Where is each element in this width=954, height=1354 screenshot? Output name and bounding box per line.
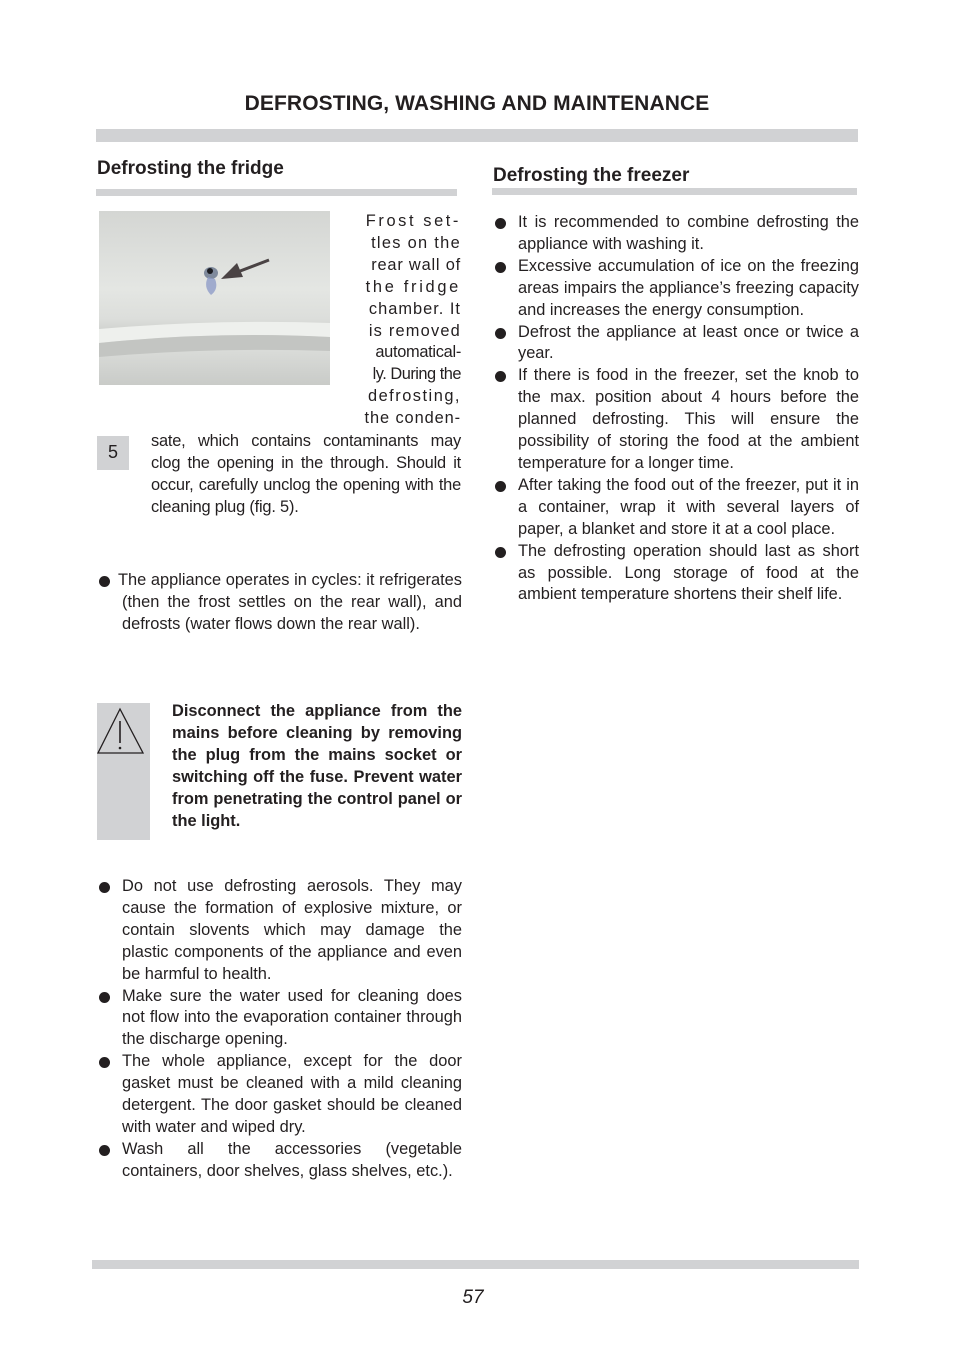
bullet-dot-icon — [99, 576, 110, 587]
freezer-bullet-list — [492, 212, 859, 606]
bullet-text: Make sure the water used for cleaning does not flow into the evaporation container through the discharge opening. — [122, 986, 462, 1049]
bullet-dot-icon — [495, 262, 506, 273]
section-rule-fridge — [96, 189, 457, 196]
bullet-dot-icon — [495, 481, 506, 492]
bullet-text: The appliance operates in cycles: it refrigerates (then the frost settles on the rear wall), and defrosts (water flows down the rear wall). — [118, 571, 462, 633]
wrap-line: defrosting, — [367, 387, 461, 406]
wrap-line: the fridge — [365, 277, 461, 296]
bullet-text: Wash all the accessories (vegetable containers, door shelves, glass shelves, etc.). — [122, 1139, 462, 1180]
figure-wrap-text — [355, 211, 461, 430]
condensate-paragraph: sate, which contains contaminants may clog the opening in the through. Should it occur, carefully unclog the opening with the cleaning plug (fig. 5). — [151, 432, 461, 516]
list-item — [492, 212, 859, 256]
figure-5-photo — [99, 211, 330, 385]
section-rule-freezer — [492, 188, 857, 195]
title-rule — [96, 129, 858, 142]
bullet-text: If there is food in the freezer, set the knob to the max. position about 4 hours before the planned defrosting. This will ensure the possibility of storing the food at the ambient temperature for a longer time. — [518, 366, 859, 472]
list-item — [492, 322, 859, 366]
wrap-line: automatical- — [375, 343, 461, 362]
warning-triangle-icon — [97, 703, 150, 763]
bullet-dot-icon — [99, 1145, 110, 1156]
list-item — [96, 1051, 462, 1139]
list-item — [96, 1139, 462, 1183]
bullet-dot-icon — [99, 1057, 110, 1068]
bullet-text: It is recommended to combine defrosting the appliance with washing it. — [518, 213, 859, 253]
list-item — [492, 475, 859, 541]
bullet-dot-icon — [99, 992, 110, 1003]
page-number: 57 — [462, 1287, 484, 1308]
bullet-text: Defrost the appliance at least once or twice a year. — [518, 322, 859, 363]
cycle-bullet-list — [96, 570, 462, 636]
page-title: DEFROSTING, WASHING AND MAINTENANCE — [244, 92, 710, 115]
wrap-line: is removed — [368, 321, 461, 340]
list-item — [492, 256, 859, 322]
bullet-text: Excessive accumulation of ice on the freezing areas impairs the appliance’s freezing capacity and increases the energy consumption. — [518, 256, 859, 319]
fridge-rear-wall-image — [99, 211, 330, 385]
section-heading-freezer: Defrosting the freezer — [493, 165, 690, 186]
cleaning-bullet-list — [96, 876, 462, 1183]
bullet-dot-icon — [495, 547, 506, 558]
bullet-dot-icon — [495, 218, 506, 229]
warning-text: Disconnect the appliance from the mains before cleaning by removing the plug from the mains socket or switching off the fuse. Prevent water from penetrating the control panel or the light. — [172, 702, 462, 830]
list-item — [492, 541, 859, 607]
bullet-text: The whole appliance, except for the door gasket must be cleaned with a mild cleaning detergent. The door gasket should be cleaned with water and wiped dry. — [122, 1052, 462, 1136]
list-item — [96, 570, 462, 636]
wrap-line: Frost set- — [365, 212, 461, 230]
bullet-dot-icon — [495, 371, 506, 382]
wrap-line: tles on the — [371, 233, 461, 252]
wrap-line: the conden- — [364, 409, 461, 428]
list-item — [492, 365, 859, 475]
bullet-dot-icon — [99, 882, 110, 893]
warning-sidebar — [97, 703, 150, 840]
list-item — [96, 986, 462, 1052]
footer-rule — [92, 1260, 859, 1269]
section-heading-fridge: Defrosting the fridge — [97, 158, 284, 179]
list-item — [96, 876, 462, 986]
bullet-text: The defrosting operation should last as short as possible. Long storage of food at the ambient temperature shortens their shelf life. — [518, 541, 859, 604]
figure-label: 5 — [97, 436, 129, 470]
bullet-text: Do not use defrosting aerosols. They may cause the formation of explosive mixture, or contain slovents which may damage the plastic components of the appliance and even be harmful to health. — [122, 877, 462, 983]
bullet-dot-icon — [495, 328, 506, 339]
wrap-line: rear wall of — [371, 255, 461, 274]
wrap-line: ly. During the — [372, 365, 461, 384]
wrap-line: chamber. It — [368, 299, 461, 318]
bullet-text: After taking the food out of the freezer, put it in a container, wrap it with several layers of paper, a blanket and store it at a cool place. — [518, 475, 859, 538]
